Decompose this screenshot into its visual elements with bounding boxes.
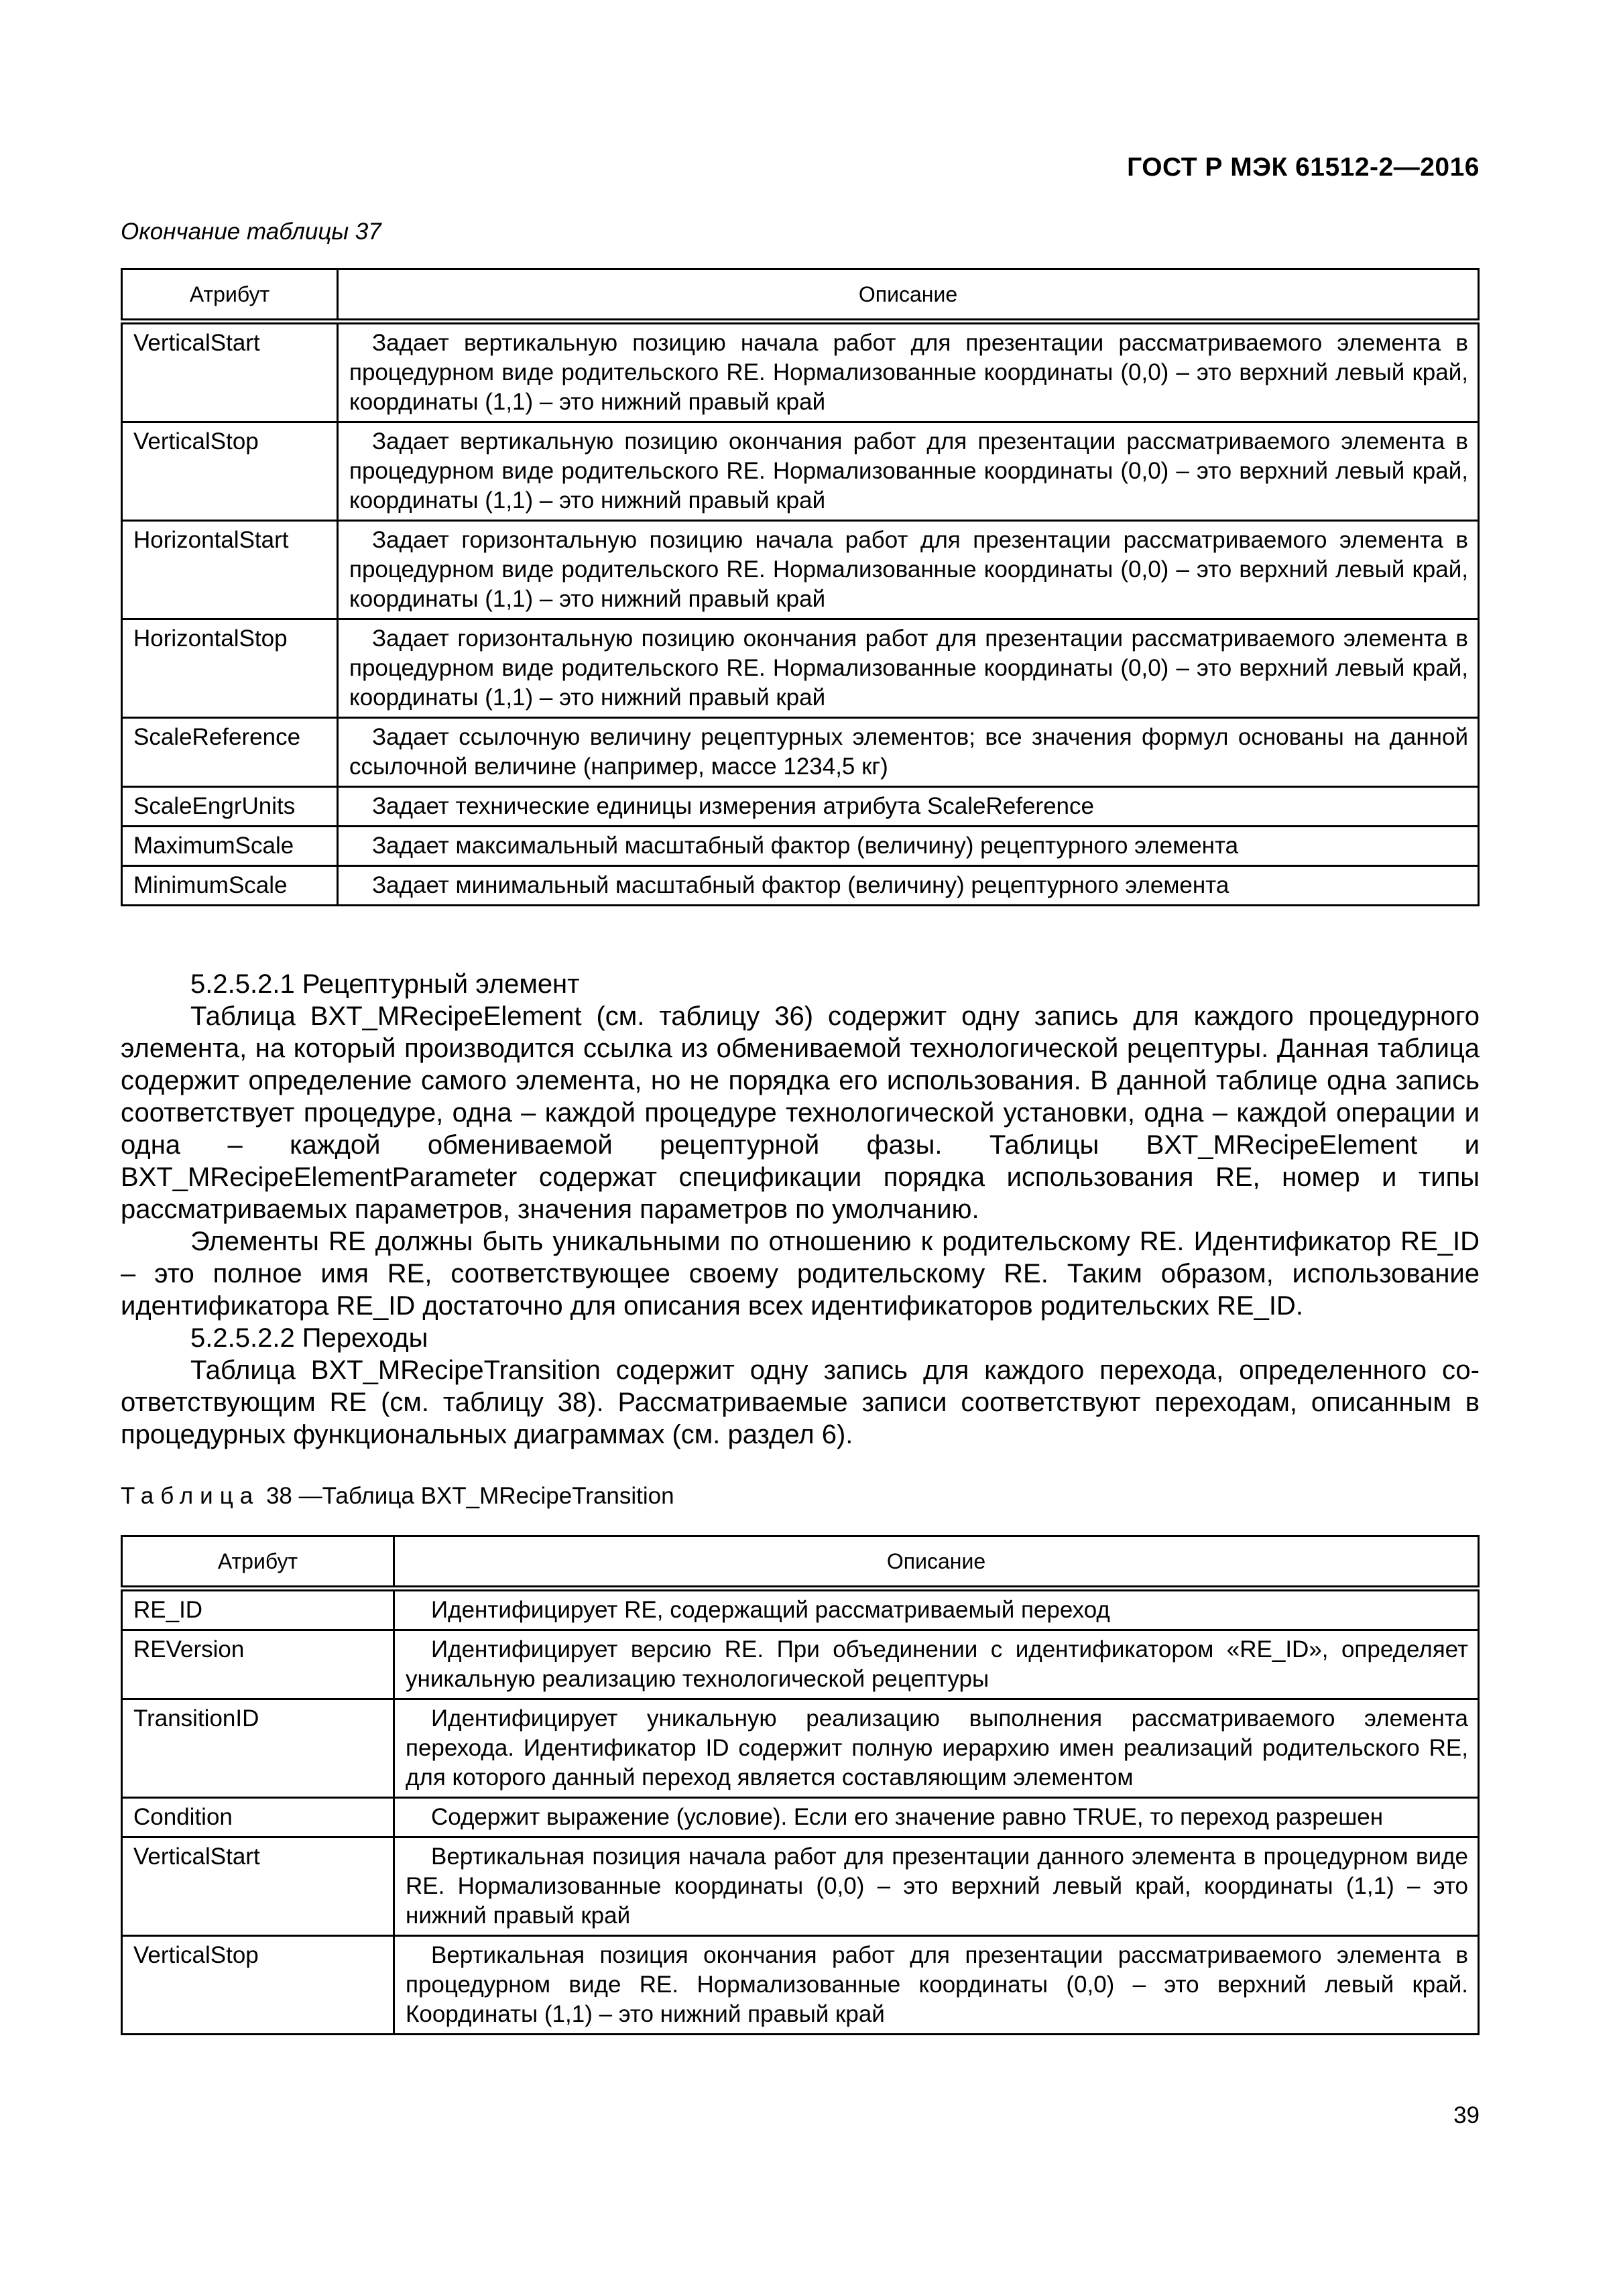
column-header-attribute: Атрибут — [122, 1536, 394, 1589]
table-row — [122, 718, 1479, 787]
table-row — [122, 787, 1479, 827]
table-row — [122, 1630, 1479, 1699]
table-header-row — [122, 1536, 1479, 1589]
description-cell: Задает ссылочную величину рецептурных элементов; все значения формул основаны на данной ссылочной величине (например, массе 1234,5 кг) — [338, 718, 1479, 787]
table-37 — [121, 268, 1480, 906]
description-cell: Задает горизонтальную позицию окончания работ для презентации рассматриваемого элемента в процедурном виде родительского RE. Нормализованные координаты (0,0) – это верхний левый край, координаты (1,1) – это нижний правый край — [338, 619, 1479, 718]
table-row — [122, 619, 1479, 718]
table-header-row — [122, 269, 1479, 322]
description-cell: Вертикальная позиция начала работ для презентации данного элемента в процедурном виде RE. Нормализованные координаты (0,0) – это верхний левый край, координаты (1,1) – это нижний правый край — [394, 1837, 1479, 1936]
table-row — [122, 322, 1479, 422]
attribute-cell: VerticalStop — [122, 1936, 394, 2035]
section-heading-5-2-5-2-2: 5.2.5.2.2 Переходы — [190, 1323, 428, 1353]
attribute-cell: VerticalStop — [122, 422, 338, 521]
description-cell: Задает технические единицы измерения атрибута ScaleReference — [338, 787, 1479, 827]
description-cell: Вертикальная позиция окончания работ для презентации рассматриваемого элемента в процедурном виде RE. Нормализованные координаты (0,0) – это верхний левый край. Координаты (1,1) – это нижний правый край — [394, 1936, 1479, 2035]
table-row — [122, 866, 1479, 906]
attribute-cell: MaximumScale — [122, 827, 338, 866]
attribute-cell: REVersion — [122, 1630, 394, 1699]
column-header-description: Описание — [338, 269, 1479, 322]
attribute-cell: TransitionID — [122, 1699, 394, 1798]
page-number: 39 — [1453, 2102, 1480, 2128]
description-cell: Задает минимальный масштабный фактор (величину) рецептурного элемента — [338, 866, 1479, 906]
attribute-cell: VerticalStart — [122, 1837, 394, 1936]
column-header-description: Описание — [394, 1536, 1479, 1589]
description-cell: Задает горизонтальную позицию начала работ для презентации рассматриваемого элемента в процедурном виде родительского RE. Нормализованные координаты (0,0) – это верхний левый край, координаты (1,1) – это нижний правый край — [338, 521, 1479, 619]
table-37-continuation-caption: Окончание таблицы 37 — [121, 219, 381, 245]
attribute-cell: HorizontalStop — [122, 619, 338, 718]
description-cell: Идентифицирует RE, содержащий рассматриваемый переход — [394, 1589, 1479, 1630]
attribute-cell: VerticalStart — [122, 322, 338, 422]
table-38 — [121, 1535, 1480, 2035]
paragraph: Таблица BXT_MRecipeElement (см. таблицу 36) содержит одну запись для каждого процедурного элемента, на который производится ссылка из обмениваемой технологической рецептуры. Данная таблица содержит определение самого элемента, но не порядка его использования. В данной таблице одна запись соответствует процедуре, одна – каждой процедуре технологической установки, одна – каждой операции и одна – каждой обмениваемой рецептурной фазы. Таблицы BXT_MRecipeElement и BXT_MRecipeElementParameter содержат спецификации порядка использования RE, номер и типы рассматриваемых параметров, значения параметров по умолчанию. — [121, 1002, 1480, 1224]
table-row — [122, 1699, 1479, 1798]
table-title-text: 38 —Таблица BXT_MRecipeTransition — [259, 1483, 674, 1509]
paragraph: Таблица BXT_MRecipeTransition содержит одну запись для каждого перехода, определенного соответствующим RE (см. таблицу 38). Рассматриваемые записи соответствуют переходам, описанным в процедурных функциональных диаграммах (см. раздел 6). — [121, 1355, 1480, 1449]
attribute-cell: ScaleEngrUnits — [122, 787, 338, 827]
attribute-cell: HorizontalStart — [122, 521, 338, 619]
table-row — [122, 827, 1479, 866]
table-row — [122, 1589, 1479, 1630]
table-title-prefix: Таблица — [121, 1483, 260, 1509]
column-header-attribute: Атрибут — [122, 269, 338, 322]
table-row — [122, 422, 1479, 521]
description-cell: Задает максимальный масштабный фактор (величину) рецептурного элемента — [338, 827, 1479, 866]
attribute-cell: ScaleReference — [122, 718, 338, 787]
table-row — [122, 1936, 1479, 2035]
table-row — [122, 521, 1479, 619]
table-row — [122, 1837, 1479, 1936]
description-cell: Идентифицирует уникальную реализацию выполнения рассматриваемого элемента перехода. Идентификатор ID содержит полную иерархию имен реализаций родительского RE, для которого данный переход является составляющим элементом — [394, 1699, 1479, 1798]
description-cell: Задает вертикальную позицию окончания работ для презентации рассматриваемого элемента в процедурном виде родительского RE. Нормализованные координаты (0,0) – это верхний левый край, координаты (1,1) – это нижний правый край — [338, 422, 1479, 521]
body-text — [121, 968, 1480, 1451]
attribute-cell: RE_ID — [122, 1589, 394, 1630]
description-cell: Задает вертикальную позицию начала работ для презентации рассматриваемого элемента в процедурном виде родительского RE. Нормализованные координаты (0,0) – это верхний левый край, координаты (1,1) – это нижний правый край — [338, 322, 1479, 422]
description-cell: Содержит выражение (условие). Если его значение равно TRUE, то переход разрешен — [394, 1798, 1479, 1837]
standard-header: ГОСТ Р МЭК 61512-2—2016 — [1127, 153, 1480, 182]
section-heading-5-2-5-2-1: 5.2.5.2.1 Рецептурный элемент — [190, 969, 580, 999]
attribute-cell: MinimumScale — [122, 866, 338, 906]
table-row — [122, 1798, 1479, 1837]
paragraph: Элементы RE должны быть уникальными по отношению к родительскому RE. Идентификатор RE_ID – это полное имя RE, соответствующее своему родительскому RE. Таким образом, использование идентификатора RE_ID достаточно для описания всех идентификаторов родительских RE_ID. — [121, 1227, 1480, 1321]
table-38-title — [121, 1483, 674, 1510]
description-cell: Идентифицирует версию RE. При объединении с идентификатором «RE_ID», определяет уникальную реализацию технологической рецептуры — [394, 1630, 1479, 1699]
attribute-cell: Condition — [122, 1798, 394, 1837]
